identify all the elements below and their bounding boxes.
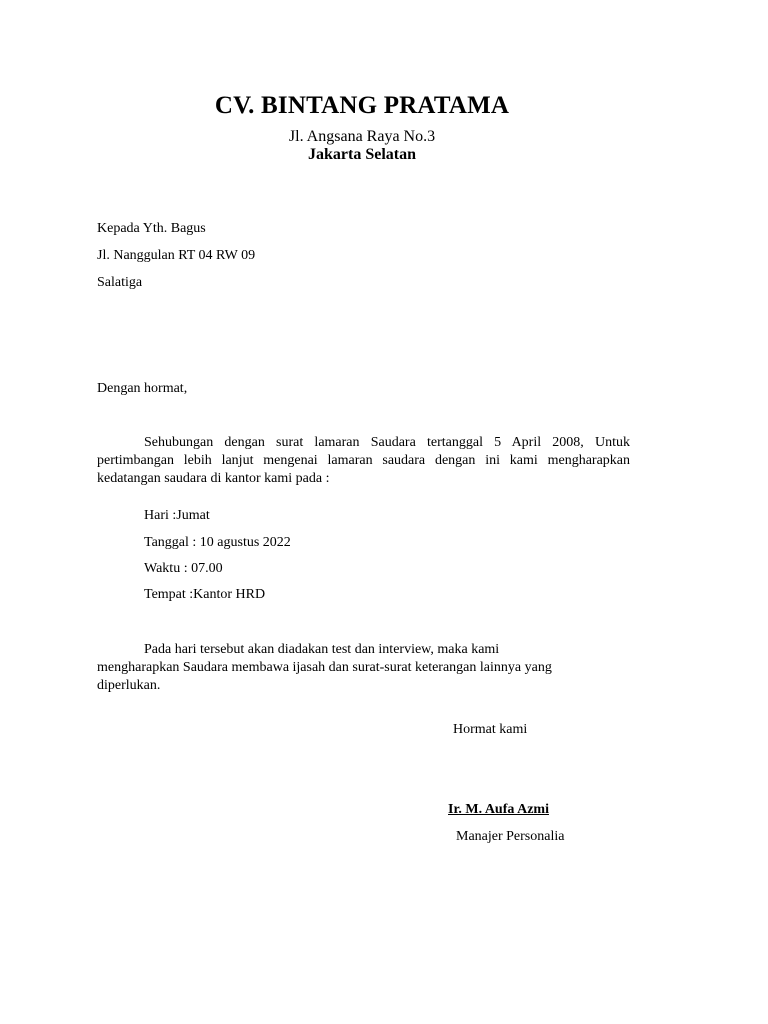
instruction-line-2: mengharapkan Saudara membawa ijasah dan surat-surat keterangan lainnya yang xyxy=(97,660,552,675)
detail-place: Tempat :Kantor HRD xyxy=(144,587,266,602)
company-name: CV. BINTANG PRATAMA xyxy=(214,92,510,119)
salutation: Dengan hormat, xyxy=(97,381,188,396)
instruction-line-3: diperlukan. xyxy=(97,678,161,693)
instruction-line-1: Pada hari tersebut akan diadakan test dan interview, maka kami xyxy=(144,642,500,657)
closing-phrase: Hormat kami xyxy=(453,722,528,737)
recipient-city: Salatiga xyxy=(97,275,143,290)
company-address-city: Jakarta Selatan xyxy=(308,146,416,163)
recipient-address: Jl. Nanggulan RT 04 RW 09 xyxy=(97,248,256,263)
signatory-name: Ir. M. Aufa Azmi xyxy=(448,802,549,817)
instruction-paragraph xyxy=(97,641,630,695)
company-address-street: Jl. Angsana Raya No.3 xyxy=(288,128,436,145)
detail-day: Hari :Jumat xyxy=(144,508,210,523)
detail-time: Waktu : 07.00 xyxy=(144,561,223,576)
signatory-position: Manajer Personalia xyxy=(456,829,565,844)
opening-paragraph: Sehubungan dengan surat lamaran Saudara tertanggal 5 April 2008, Untuk pertimbangan lebih lanjut mengenai lamaran saudara dengan ini kami mengharapkan kedatangan saudara di kantor kami pada : xyxy=(97,435,630,486)
recipient-name: Kepada Yth. Bagus xyxy=(97,221,206,236)
detail-date: Tanggal : 10 agustus 2022 xyxy=(144,535,291,550)
